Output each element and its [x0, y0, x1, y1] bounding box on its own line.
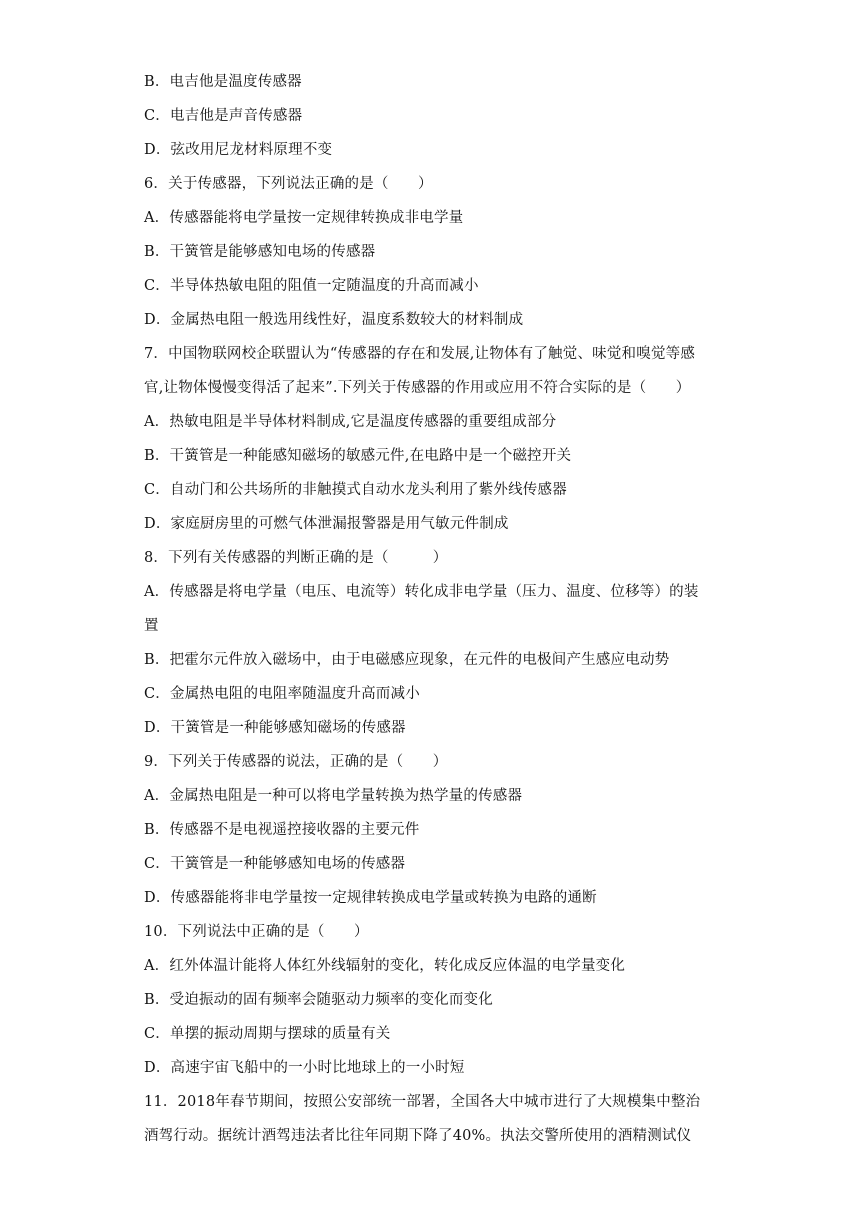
option-6c: C．半导体热敏电阻的阻值一定随温度的升高而减小 [144, 278, 479, 294]
option-9d: D．传感器能将非电学量按一定规律转换成电学量或转换为电路的通断 [144, 890, 597, 906]
option-9b: B．传感器不是电视遥控接收器的主要元件 [144, 822, 420, 838]
option-6b: B．干簧管是能够感知电场的传感器 [144, 244, 376, 260]
option-8a-line-1: A．传感器是将电学量（电压、电流等）转化成非电学量（压力、温度、位移等）的装 [144, 584, 699, 600]
option-5b: B．电吉他是温度传感器 [144, 74, 302, 90]
option-7d: D．家庭厨房里的可燃气体泄漏报警器是用气敏元件制成 [144, 516, 509, 532]
option-5d: D．弦改用尼龙材料原理不变 [144, 142, 333, 158]
option-10a: A．红外体温计能将人体红外线辐射的变化，转化成反应体温的电学量变化 [144, 958, 626, 974]
option-8b: B．把霍尔元件放入磁场中，由于电磁感应现象，在元件的电极间产生感应电动势 [144, 652, 670, 668]
question-7-stem-line-2: 官,让物体慢慢变得活了起来”.下列关于传感器的作用或应用不符合实际的是（ ） [144, 380, 691, 396]
question-11-stem-line-2: 酒驾行动。据统计酒驾违法者比往年同期下降了40%。执法交警所使用的酒精测试仪 [144, 1128, 692, 1144]
option-9a: A．金属热电阻是一种可以将电学量转换为热学量的传感器 [144, 788, 523, 804]
option-9c: C．干簧管是一种能够感知电场的传感器 [144, 856, 406, 872]
option-10b: B．受迫振动的固有频率会随驱动力频率的变化而变化 [144, 992, 493, 1008]
question-8-stem: 8．下列有关传感器的判断正确的是（ ） [144, 550, 448, 566]
option-5c: C．电吉他是声音传感器 [144, 108, 303, 124]
question-10-stem: 10．下列说法中正确的是（ ） [144, 924, 369, 940]
question-11-stem-line-1: 11．2018年春节期间，按照公安部统一部署，全国各大中城市进行了大规模集中整治 [144, 1094, 701, 1110]
option-7a: A．热敏电阻是半导体材料制成,它是温度传感器的重要组成部分 [144, 414, 557, 430]
option-8d: D．干簧管是一种能够感知磁场的传感器 [144, 720, 406, 736]
option-10d: D．高速宇宙飞船中的一小时比地球上的一小时短 [144, 1060, 465, 1076]
option-8a-line-2: 置 [144, 618, 159, 634]
option-7b: B．干簧管是一种能感知磁场的敏感元件,在电路中是一个磁控开关 [144, 448, 572, 464]
option-6a: A．传感器能将电学量按一定规律转换成非电学量 [144, 210, 464, 226]
question-7-stem-line-1: 7．中国物联网校企联盟认为“传感器的存在和发展,让物体有了触觉、味觉和嗅觉等感 [144, 346, 696, 362]
option-8c: C．金属热电阻的电阻率随温度升高而减小 [144, 686, 420, 702]
option-7c: C．自动门和公共场所的非触摸式自动水龙头利用了紫外线传感器 [144, 482, 567, 498]
question-6-stem: 6．关于传感器，下列说法正确的是（ ） [144, 176, 433, 192]
option-10c: C．单摆的振动周期与摆球的质量有关 [144, 1026, 391, 1042]
question-9-stem: 9．下列关于传感器的说法，正确的是（ ） [144, 754, 448, 770]
option-6d: D．金属热电阻一般选用线性好，温度系数较大的材料制成 [144, 312, 524, 328]
